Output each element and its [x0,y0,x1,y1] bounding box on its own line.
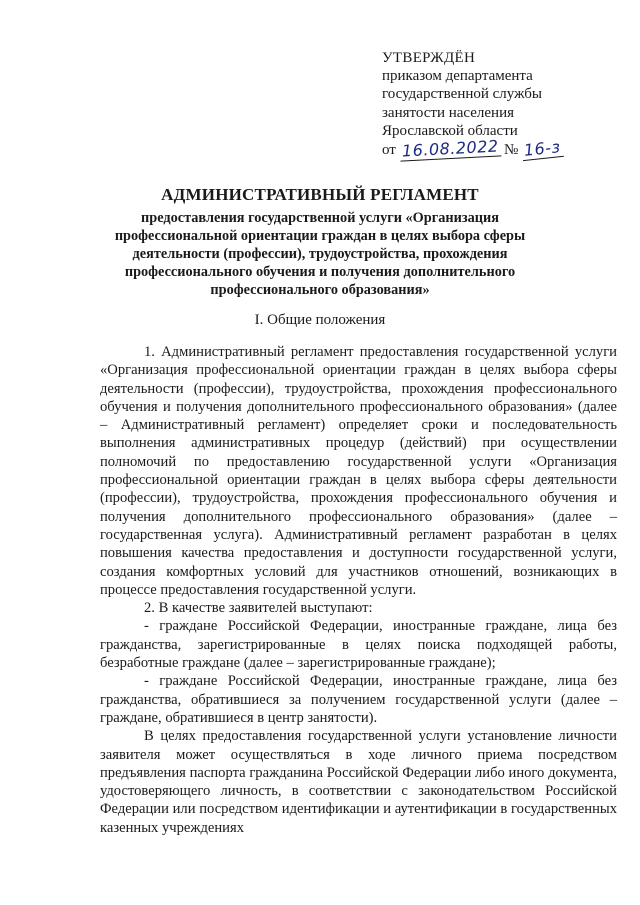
document-title-block [100,185,540,299]
document-body [100,343,617,837]
subtitle-line: профессионального обучения и получения дополнительного [124,264,516,280]
paragraph: 2. В качестве заявителей выступают: [144,600,373,617]
subtitle-line: профессионального образования» [210,282,430,298]
document-subtitle [100,209,540,299]
section-heading: I. Общие положения [254,312,386,328]
approval-line: Ярославской области [382,122,518,139]
paragraph: - граждане Российской Федерации, иностранные граждане, лица без гражданства, обратившиеся за получением государственной услуги (далее – граждане, обратившиеся в центр занятости). [100,673,617,726]
approval-line: приказом департамента [382,68,533,85]
handwritten-date: 16.08.2022 [399,137,500,161]
handwritten-number: 16-з [521,138,563,161]
date-prefix: от [382,142,396,159]
subtitle-line: деятельности (профессии), трудоустройства, прохождения [132,246,508,262]
approval-line: занятости населения [382,104,515,121]
subtitle-line: предоставления государственной услуги «Организация [141,210,499,226]
paragraph: В целях предоставления государственной услуги установление личности заявителя может осуществляться в ходе личного приема посредством предъявления паспорта гражданина Российской Федерации либо иного документа, удостоверяющего личность, в соответствии с законодательством Российской Федерации или посредством идентификации и аутентификации в государственных казенных учреждениях [100,728,617,836]
subtitle-line: профессиональной ориентации граждан в целях выбора сферы [114,228,526,244]
approval-line: государственной службы [382,86,542,103]
paragraph: - граждане Российской Федерации, иностранные граждане, лица без гражданства, зарегистрированные в целях поиска подходящей работы, безработные граждане (далее – зарегистрированные граждане); [100,618,617,672]
paragraph: 1. Административный регламент предоставления государственной услуги «Организация профессиональной ориентации граждан в целях выбора сферы деятельности (профессии), трудоустройства, прохождения профессионального обучения и получения дополнительного профессионального образования» (далее – Административный регламент) определяет сроки и последовательность выполнения административных процедур (действий) при осуществлении полномочий по предоставлению государственной услуги «Организация профессиональной ориентации граждан в целях выбора сферы деятельности (профессии), трудоустройства, прохождения профессионального обучения и получения дополнительного профессионального образования» (далее – государственная услуга). Административный регламент разработан в целях повышения качества предоставления и доступности государственной услуги, создания комфортных условий для участников отношений, возникающих в процессе предоставления государственной услуги. [100,344,617,598]
approval-heading: УТВЕРЖДЁН [382,50,476,66]
approval-stamp-block [382,49,612,159]
approval-date-number-row [382,136,612,161]
number-prefix: № [503,142,519,159]
document-title: АДМИНИСТРАТИВНЫЙ РЕГЛАМЕНТ [161,185,479,204]
